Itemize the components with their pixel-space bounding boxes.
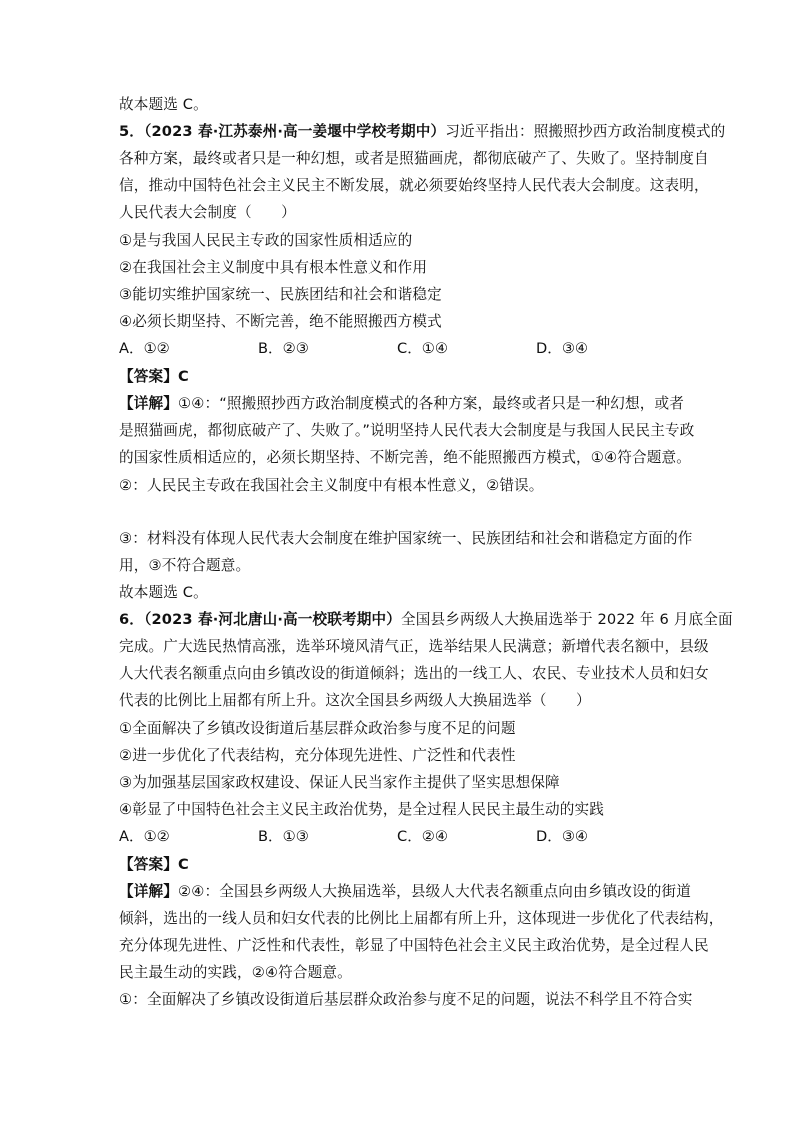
question-6-stem-line-3: 人大代表名额重点向由乡镇改设的街道倾斜；选出的一线工人、农民、专业技术人员和妇女: [119, 665, 709, 682]
question-number: 5．: [119, 123, 145, 140]
question-6-stem-line-2: 完成。广大选民热情高涨，选举环境风清气正，选举结果人民满意；新增代表名额中，县级: [119, 638, 709, 655]
question-6-detail-line-2: 倾斜，选出的一线人员和妇女代表的比例比上届都有所上升，这体现进一步优化了代表结构，: [119, 910, 724, 927]
question-5-item-1: ①是与我国人民民主专政的国家性质相适应的: [119, 232, 413, 249]
question-6-option-b: B．①③: [258, 828, 309, 845]
question-number: 6．: [119, 611, 145, 628]
question-source: （2023 春·江苏泰州·高一姜堰中学校考期中）: [144, 123, 446, 140]
question-5-stem-line-1: [119, 122, 725, 142]
question-5-option-d: D．③④: [536, 340, 588, 357]
question-5-stem-line-4: 人民代表大会制度（ ）: [119, 204, 296, 221]
question-5-stem-line-2: 各种方案，最终或者只是一种幻想，或者是照猫画虎，都彻底破产了、失败了。坚持制度自: [119, 150, 709, 167]
answer-tag: 【答案】: [119, 368, 178, 385]
question-5-option-a: A．①②: [119, 340, 170, 357]
question-5-item-3: ③能切实维护国家统一、民族团结和社会和谐稳定: [119, 286, 442, 303]
question-5-item-2: ②在我国社会主义制度中具有根本性意义和作用: [119, 259, 428, 276]
detail-text: ②④：全国县乡两级人大换届选举，县级人大代表名额重点向由乡镇改设的街道: [177, 883, 691, 900]
question-6-item-2: ②进一步优化了代表结构，充分体现先进性、广泛性和代表性: [119, 747, 516, 764]
question-5-detail-line-1: [119, 394, 684, 414]
question-6-stem-line-1: [119, 610, 733, 630]
answer-value: C: [177, 368, 189, 385]
question-6-detail-line-3: 充分体现先进性、广泛性和代表性，彰显了中国特色社会主义民主政治优势，是全过程人民: [119, 937, 709, 954]
question-6-item-3: ③为加强基层国家政权建设、保证人民当家作主提供了坚实思想保障: [119, 774, 560, 791]
detail-text: ①④：“照搬照抄西方政治制度模式的各种方案，最终或者只是一种幻想，或者: [177, 395, 684, 412]
question-6-option-c: C．②④: [397, 828, 448, 845]
question-6-answer: [119, 855, 189, 875]
question-6-option-a: A．①②: [119, 828, 170, 845]
detail-tag: 【详解】: [119, 883, 178, 900]
question-5-detail-line-4: ②：人民民主专政在我国社会主义制度中有根本性意义，②错误。: [119, 477, 544, 494]
question-text: 全国县乡两级人大换届选举于 2022 年 6 月底全面: [401, 611, 733, 628]
question-5-option-c: C．①④: [397, 340, 448, 357]
detail-tag: 【详解】: [119, 395, 178, 412]
question-5-detail-line-6: 用，③不符合题意。: [119, 557, 251, 574]
question-6-detail-line-4: 民主最生动的实践，②④符合题意。: [119, 964, 352, 981]
question-text: 习近平指出：照搬照抄西方政治制度模式的: [445, 123, 726, 140]
question-6-detail-line-5: ①：全面解决了乡镇改设街道后基层群众政治参与度不足的问题，说法不科学且不符合实: [119, 991, 693, 1008]
question-6-option-d: D．③④: [536, 828, 588, 845]
question-6-item-4: ④彰显了中国特色社会主义民主政治优势，是全过程人民民主最生动的实践: [119, 801, 605, 818]
question-6-item-1: ①全面解决了乡镇改设街道后基层群众政治参与度不足的问题: [119, 720, 516, 737]
question-5-option-b: B．②③: [258, 340, 309, 357]
answer-tag: 【答案】: [119, 856, 178, 873]
question-6-stem-line-4: 代表的比例比上届都有所上升。这次全国县乡两级人大换届选举（ ）: [119, 692, 591, 709]
question-5-detail-line-2: 是照猫画虎，都彻底破产了、失败了。”说明坚持人民代表大会制度是与我国人民民主专政: [119, 422, 695, 439]
answer-value: C: [177, 856, 189, 873]
question-6-detail-line-1: [119, 882, 691, 902]
question-5-answer: [119, 367, 189, 387]
question-5-detail-line-5: ③：材料没有体现人民代表大会制度在维护国家统一、民族团结和社会和谐稳定方面的作: [119, 530, 693, 547]
question-5-item-4: ④必须长期坚持、不断完善，绝不能照搬西方模式: [119, 313, 442, 330]
question-5-conclusion: 故本题选 C。: [119, 584, 208, 601]
previous-answer-conclusion: 故本题选 C。: [119, 96, 208, 113]
question-5-stem-line-3: 信，推动中国特色社会主义民主不断发展，就必须要始终坚持人民代表大会制度。这表明，: [119, 177, 709, 194]
question-5-detail-line-3: 的国家性质相适应的，必须长期坚持、不断完善，绝不能照搬西方模式，①④符合题意。: [119, 449, 691, 466]
question-source: （2023 春·河北唐山·高一校联考期中）: [144, 611, 402, 628]
